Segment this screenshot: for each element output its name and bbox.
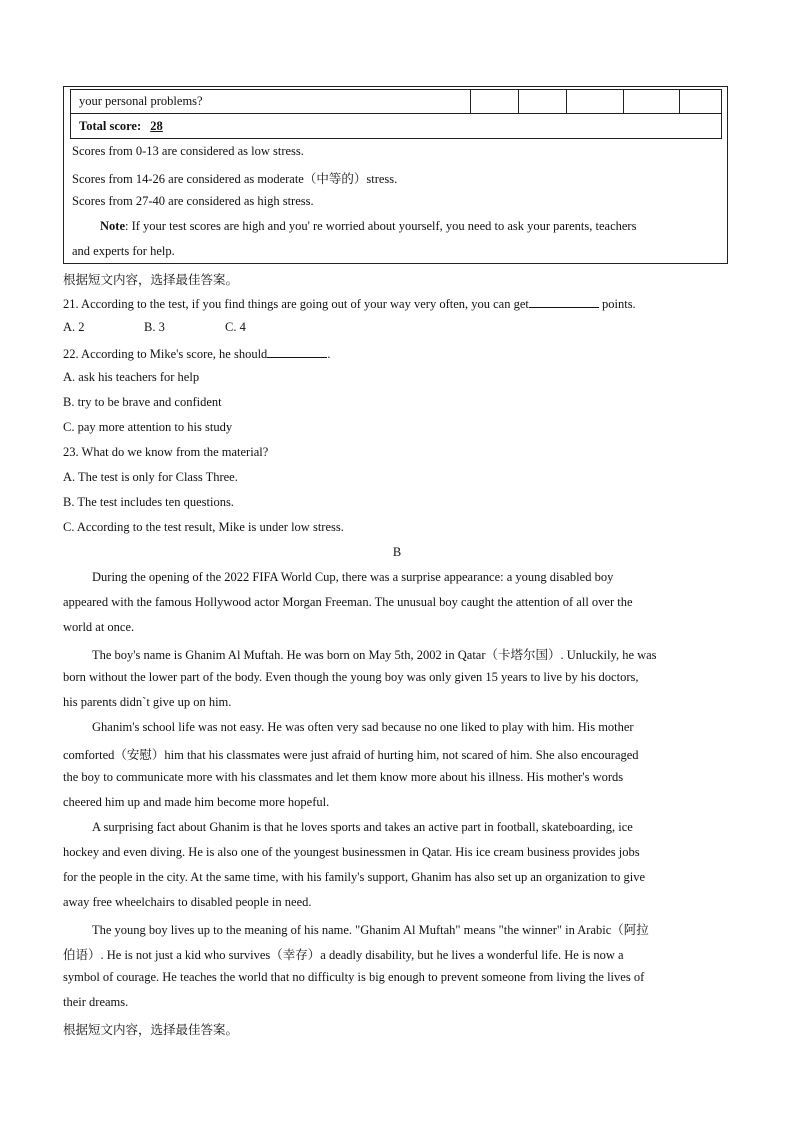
score-cell: [624, 90, 680, 114]
total-score-value: 28: [150, 118, 163, 133]
answer-blank: [529, 295, 599, 308]
question-22-option-a: A. ask his teachers for help: [63, 370, 200, 384]
question-21-stem-end: points.: [598, 297, 636, 311]
instruction-text: 根据短文内容，选择最佳答案。: [63, 272, 239, 287]
question-21-options: [63, 320, 306, 335]
note-paragraph: [100, 219, 636, 234]
note-text-continued: and experts for help.: [72, 244, 175, 258]
question-22: [63, 345, 330, 362]
high-stress-note: Scores from 27-40 are considered as high stress.: [72, 194, 314, 208]
question-23-option-c: C. According to the test result, Mike is under low stress.: [63, 520, 344, 534]
question-cell: your personal problems?: [71, 90, 471, 114]
option-a: A. 2: [63, 320, 85, 334]
option-b: B. 3: [144, 320, 165, 334]
passage-line: Ghanim's school life was not easy. He was often very sad because no one liked to play with him. His mother: [92, 720, 634, 734]
note-label: Note: [100, 219, 125, 233]
passage-line: A surprising fact about Ghanim is that he loves sports and takes an active part in football, skateboarding, ice: [92, 820, 633, 834]
passage-line: their dreams.: [63, 995, 129, 1009]
question-22-option-b: B. try to be brave and confident: [63, 395, 222, 409]
question-23-stem: 23. What do we know from the material?: [63, 445, 269, 459]
question-22-option-c: C. pay more attention to his study: [63, 420, 233, 434]
total-score-row: [71, 114, 722, 139]
passage-line: world at once.: [63, 620, 135, 634]
score-cell: [680, 90, 722, 114]
moderate-stress-note: Scores from 14-26 are considered as moderate（中等的）stress.: [72, 172, 398, 186]
option-c: C. 4: [225, 320, 246, 334]
instruction-text: 根据短文内容，选择最佳答案。: [63, 1022, 239, 1037]
question-23-option-b: B. The test includes ten questions.: [63, 495, 234, 509]
stress-test-table: [70, 89, 722, 139]
passage-line: the boy to communicate more with his classmates and let them know more about his illness. His mother's words: [63, 770, 624, 784]
note-text: : If your test scores are high and you' re worried about yourself, you need to ask your parents, teachers: [125, 219, 637, 233]
passage-line: born without the lower part of the body. Even though the young boy was only given 15 years to live by his doctors,: [63, 670, 639, 684]
passage-line: his parents didn`t give up on him.: [63, 695, 232, 709]
passage-line: appeared with the famous Hollywood actor Morgan Freeman. The unusual boy caught the attention of all over the: [63, 595, 633, 609]
passage-line: cheered him up and made him become more hopeful.: [63, 795, 330, 809]
passage-line: for the people in the city. At the same time, with his family's support, Ghanim has also set up an organization to give: [63, 870, 646, 884]
question-23-option-a: A. The test is only for Class Three.: [63, 470, 238, 484]
question-21-stem: 21. According to the test, if you find things are going out of your way very often, you can get: [63, 297, 529, 311]
passage-line: symbol of courage. He teaches the world that no difficulty is big enough to prevent someone from living the lives of: [63, 970, 645, 984]
stress-test-box: [63, 86, 728, 264]
total-score-label: Total score:: [79, 118, 142, 133]
passage-line: During the opening of the 2022 FIFA World Cup, there was a surprise appearance: a young disabled boy: [92, 570, 614, 584]
score-cell: [567, 90, 624, 114]
low-stress-note: Scores from 0-13 are considered as low stress.: [72, 144, 304, 158]
passage-line: The boy's name is Ghanim Al Muftah. He was born on May 5th, 2002 in Qatar（卡塔尔国）. Unluckily, he was: [92, 648, 657, 662]
passage-line: hockey and even diving. He is also one of the youngest businessmen in Qatar. His ice cream business provides jobs: [63, 845, 640, 859]
total-score-cell: [71, 114, 722, 139]
score-cell: [471, 90, 519, 114]
question-22-stem-end: .: [327, 347, 331, 361]
passage-line: 伯语）. He is not just a kid who survives（幸存）a deadly disability, but he lives a wonderful life. He is now a: [63, 948, 624, 962]
passage-line: away free wheelchairs to disabled people in need.: [63, 895, 312, 909]
answer-blank: [267, 345, 327, 358]
passage-line: The young boy lives up to the meaning of his name. "Ghanim Al Muftah" means "the winner" in Arabic（阿拉: [92, 923, 649, 937]
score-cell: [519, 90, 567, 114]
question-21: [63, 295, 636, 312]
table-row: [71, 90, 722, 114]
passage-line: comforted（安慰）him that his classmates were just afraid of hurting him, not scared of him. She also encouraged: [63, 748, 639, 762]
section-heading: B: [392, 545, 402, 559]
question-22-stem: 22. According to Mike's score, he should: [63, 347, 268, 361]
